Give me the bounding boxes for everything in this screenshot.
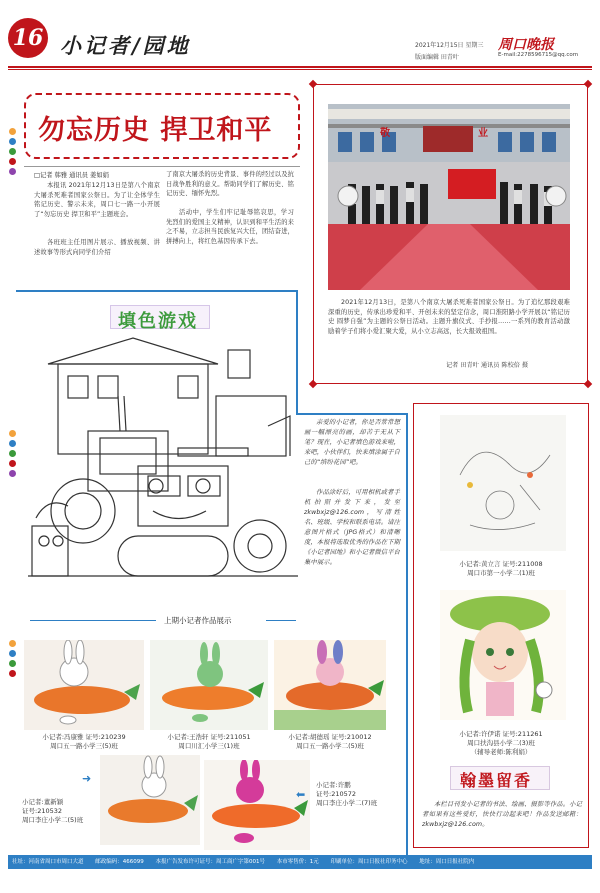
arrow-right-icon: ➜: [82, 772, 92, 785]
right-work-2-caption: 小记者:许伊诺 证号:211261: [459, 730, 543, 738]
student-work-4: [100, 755, 200, 845]
issue-date: 2021年12月15日 星期三: [415, 42, 484, 49]
article-col2-para1: 了南京大屠杀的历史背景、事件的经过以及抗日战争胜利的意义。帮助同学们了解历史、铭记历史、缅怀先烈。: [166, 171, 294, 198]
article-col2-para2: 活动中，学生们牢记耻辱铭哀思，学习先烈们的爱国主义精神，认识到和平生活的来之不易，立志担当民族复兴大任，团结奋进，拼搏向上，将红色基因传承下去。: [166, 209, 294, 245]
showcase-title: 上期小记者作品展示: [164, 616, 232, 625]
footer-postcode: 邮政编码：466099: [95, 859, 144, 865]
photo-caption: 2021年12月13日，是第八个南京大屠杀死难者国家公祭日。为了追忆那段艰难深重的历史，传承出珍爱和平、开创未来的坚定信念，周口淮阳路小学开展以“铭记历史 圆梦自强”为主题的公祭日活动。主题升旗仪式、手抄报……一系列的教育活动激励着学子们将小爱汇聚大爱，从小立志高远，长大报效祖国。: [328, 299, 570, 335]
game-frame-notch: [296, 413, 408, 415]
side-dots-mid: [9, 430, 16, 480]
frame-corner: [584, 380, 592, 388]
section-title: 小记者/园地: [60, 33, 191, 58]
work-2-class: 周口川汇小学三(1)班: [178, 742, 240, 750]
page-number: 16: [12, 25, 44, 51]
article-headline: 勿忘历史 捍卫和平: [38, 115, 273, 146]
right-work-1-class: 周口市第一小学二(1)班: [467, 569, 535, 577]
work-5-id: 证号:210572: [316, 790, 357, 798]
article-col1-para2: 各班班主任用图片展示、播放视频、讲述故事等形式向同学们介绍: [34, 239, 160, 256]
article-col1-para1: 本报讯 2021年12月13日是第八个南京大屠杀死难者国家公祭日。为了让全体学生铭记历史、警示未来，周口七一路一小开展了“勿忘历史 捍卫和平”主题班会。: [34, 182, 160, 218]
student-work-1: [24, 640, 144, 730]
side-dots-low: [9, 640, 16, 680]
game-frame-right: [406, 413, 408, 862]
work-1-caption: 小记者:冯康雅 证号:210239: [42, 733, 126, 741]
game-intro: 亲爱的小记者，你是否常常想画一幅漂亮的画，却苦于无从下笔？现在，小记者填色游戏来啦，来吧，小伙伴们，快来填涂属于自己的“缤纷花园”吧。: [304, 419, 400, 466]
ceremony-photo: [328, 104, 570, 290]
student-work-5: [204, 760, 310, 850]
student-drawing-2: [440, 590, 566, 720]
footer-bar: [8, 855, 592, 869]
right-work-1-caption: 小记者:黄立言 证号:211008: [459, 560, 543, 568]
byline-rule: [24, 166, 300, 167]
header-rule-thin: [8, 69, 592, 70]
right-work-2-class: 周口扶沟县小学二(3)班: [467, 739, 535, 747]
work-4-class: 周口李庄小学二(5)班: [22, 816, 84, 824]
footer-printer: 印刷单位：周口日报社印务中心: [330, 859, 408, 865]
header-rule: [8, 66, 592, 68]
ink-title: 翰墨留香: [460, 771, 533, 790]
work-2-caption: 小记者:王浩轩 证号:211051: [167, 733, 251, 741]
article-byline: □记者 韩雅 通讯员 姜如娟: [34, 172, 109, 179]
footer-price: 本市零售价：1元: [276, 859, 319, 865]
game-submit-info: 作品涂好后，可用相机或者手机拍照并发下来，发至zkwbxjz@126.com，写清姓名、班级、学校和联系电话。请注意图片格式（JPG格式）和清晰度，本报将选取优秀的作品在下期《小记者园地》和小记者微信平台集中展示。: [304, 489, 400, 566]
ink-description: 本栏目刊发小记者的书法、绘画、摄影等作品。小记者如果有这些爱好，快快行动起来吧！作品发送邮箱：zkwbxjz@126.com。: [422, 801, 582, 828]
work-5-caption: 小记者:许鹏: [316, 781, 351, 789]
footer-address: 社址：河南省周口市周口大道: [12, 859, 84, 865]
student-work-2: [150, 640, 268, 730]
work-1-class: 周口五一路小学三(5)班: [50, 742, 118, 750]
arrow-left-icon: ⬅: [296, 788, 306, 801]
work-3-caption: 小记者:胡德瑶 证号:210012: [288, 733, 372, 741]
paper-name-logo: 周口晚报: [498, 37, 554, 53]
footer-ad-license: 本报广告发布许可证号：周工商广字第001号: [155, 859, 266, 865]
work-5-class: 周口李庄小学二(7)班: [316, 799, 378, 807]
page-editor: 版面编辑 田青叶: [415, 54, 459, 61]
game-frame-top: [16, 290, 298, 292]
footer-printer-address: 地址：周口日报社院内: [419, 859, 475, 865]
work-3-class: 周口五一路小学二(5)班: [296, 742, 364, 750]
header-email: E-mail:2278596715@qq.com: [498, 52, 579, 58]
side-dots-top: [9, 128, 16, 178]
coloring-page-drawing: [28, 336, 298, 602]
photo-sign-char: 敬: [380, 128, 390, 139]
right-work-2-teacher: （辅导老师:陈利娟）: [470, 748, 532, 756]
work-4-id: 证号:210532: [22, 807, 63, 815]
game-title: 填色游戏: [118, 311, 198, 332]
photo-sign-char: 业: [478, 128, 488, 139]
work-4-caption: 小记者:董新颖: [22, 798, 64, 806]
student-drawing-1: [440, 415, 566, 551]
student-work-3: [274, 640, 386, 730]
page-number-badge: [8, 18, 48, 58]
photo-credit: 记者 田青叶 通讯员 陈校倍 摄: [446, 362, 529, 369]
